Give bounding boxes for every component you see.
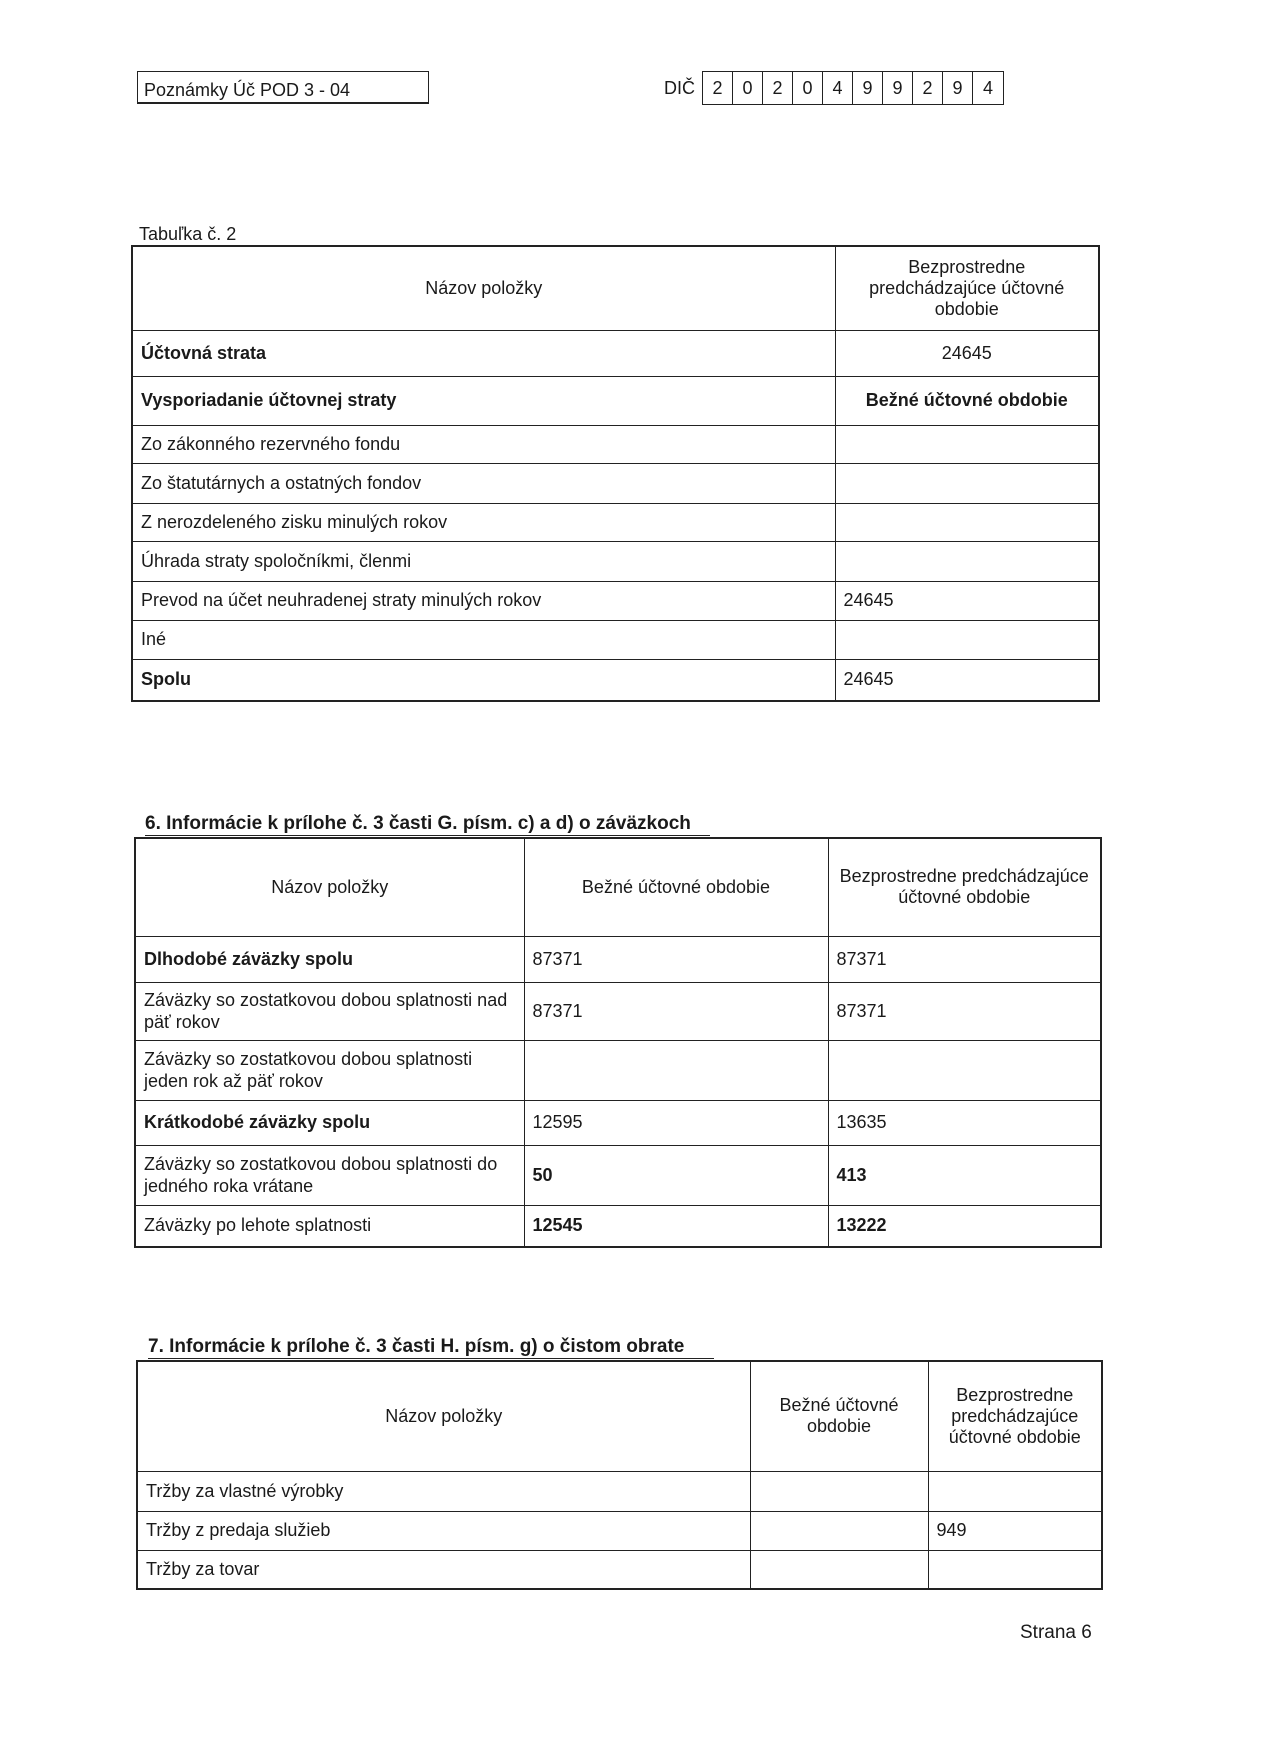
- section7-row-label: Tržby za tovar: [137, 1550, 750, 1589]
- table2-row-label: Zo štatutárnych a ostatných fondov: [132, 463, 835, 503]
- section6-row-prev: 413: [828, 1145, 1101, 1205]
- section6-row-current: 12595: [524, 1100, 828, 1145]
- table2-col-name: Názov položky: [132, 246, 835, 330]
- dic-digit: 0: [733, 72, 763, 104]
- table2-row-label: Úhrada straty spoločníkmi, členmi: [132, 541, 835, 581]
- section6-row-prev: 13222: [828, 1205, 1101, 1247]
- table2-caption: Tabuľka č. 2: [139, 224, 237, 244]
- section6-col-current: Bežné účtovné obdobie: [524, 838, 828, 936]
- section7-row-current: [750, 1550, 928, 1589]
- dic-digit: 9: [883, 72, 913, 104]
- section6-row-current: 87371: [524, 936, 828, 982]
- section6-row-prev: [828, 1040, 1101, 1100]
- table2-loss-label: Účtovná strata: [132, 330, 835, 376]
- section7-turnover-table: [136, 1360, 1103, 1590]
- table2-row-value: [835, 620, 1099, 659]
- section7-row-prev: [928, 1550, 1102, 1589]
- table2-loss-settlement: [131, 245, 1100, 702]
- dic-number: [702, 71, 1004, 105]
- table2-row-value: [835, 425, 1099, 463]
- section6-row-label: Krátkodobé záväzky spolu: [135, 1100, 524, 1145]
- table2-row-label: Iné: [132, 620, 835, 659]
- dic-label: DIČ: [664, 78, 695, 98]
- table2-total-value: 24645: [835, 659, 1099, 701]
- dic-digit: 4: [823, 72, 853, 104]
- section6-row-prev: 87371: [828, 936, 1101, 982]
- form-label: Poznámky Úč POD 3 - 04: [137, 71, 429, 104]
- table2-row-label: Z nerozdeleného zisku minulých rokov: [132, 503, 835, 541]
- table2-row-label: Zo zákonného rezervného fondu: [132, 425, 835, 463]
- dic-digit: 2: [913, 72, 943, 104]
- section7-row-current: [750, 1511, 928, 1550]
- table2-current-period: Bežné účtovné obdobie: [835, 376, 1099, 425]
- table2-row-value: [835, 503, 1099, 541]
- section6-row-label: Dlhodobé záväzky spolu: [135, 936, 524, 982]
- section7-col-prev: Bezprostredne predchádzajúce účtovné obdobie: [928, 1361, 1102, 1471]
- section7-row-prev: 949: [928, 1511, 1102, 1550]
- section6-row-current: 50: [524, 1145, 828, 1205]
- section6-row-current: [524, 1040, 828, 1100]
- table2-col-prev: Bezprostredne predchádzajúce účtovné obdobie: [835, 246, 1099, 330]
- table2-row-value: [835, 463, 1099, 503]
- section6-row-label: Záväzky po lehote splatnosti: [135, 1205, 524, 1247]
- section6-liabilities-table: [134, 837, 1102, 1248]
- table2-total-label: Spolu: [132, 659, 835, 701]
- section6-title: 6. Informácie k prílohe č. 3 časti G. písm. c) a d) o záväzkoch: [145, 813, 710, 836]
- section7-row-current: [750, 1471, 928, 1511]
- section7-row-prev: [928, 1471, 1102, 1511]
- section6-col-name: Názov položky: [135, 838, 524, 936]
- section6-col-prev: Bezprostredne predchádzajúce účtovné obdobie: [828, 838, 1101, 936]
- section7-col-current: Bežné účtovné obdobie: [750, 1361, 928, 1471]
- section6-row-prev: 87371: [828, 982, 1101, 1040]
- section7-row-label: Tržby za vlastné výrobky: [137, 1471, 750, 1511]
- section7-row-label: Tržby z predaja služieb: [137, 1511, 750, 1550]
- section7-col-name: Názov položky: [137, 1361, 750, 1471]
- table2-loss-value: 24645: [835, 330, 1099, 376]
- section6-row-current: 12545: [524, 1205, 828, 1247]
- section7-title: 7. Informácie k prílohe č. 3 časti H. písm. g) o čistom obrate: [148, 1336, 714, 1359]
- dic-digit: 2: [763, 72, 793, 104]
- section6-row-current: 87371: [524, 982, 828, 1040]
- dic-digit: 0: [793, 72, 823, 104]
- dic-digit: 4: [982, 78, 993, 98]
- table2-settlement-label: Vysporiadanie účtovnej straty: [132, 376, 835, 425]
- dic-digit: 9: [853, 72, 883, 104]
- table2-row-value: [835, 541, 1099, 581]
- dic-digit: 9: [943, 72, 973, 104]
- section6-row-label: Záväzky so zostatkovou dobou splatnosti jeden rok až päť rokov: [135, 1040, 524, 1100]
- page-number: Strana 6: [1020, 1622, 1092, 1643]
- dic-digit: 2: [703, 72, 733, 104]
- table2-row-value: 24645: [835, 581, 1099, 620]
- table2-row-label: Prevod na účet neuhradenej straty minulých rokov: [132, 581, 835, 620]
- section6-row-prev: 13635: [828, 1100, 1101, 1145]
- section6-row-label: Záväzky so zostatkovou dobou splatnosti nad päť rokov: [135, 982, 524, 1040]
- section6-row-label: Záväzky so zostatkovou dobou splatnosti do jedného roka vrátane: [135, 1145, 524, 1205]
